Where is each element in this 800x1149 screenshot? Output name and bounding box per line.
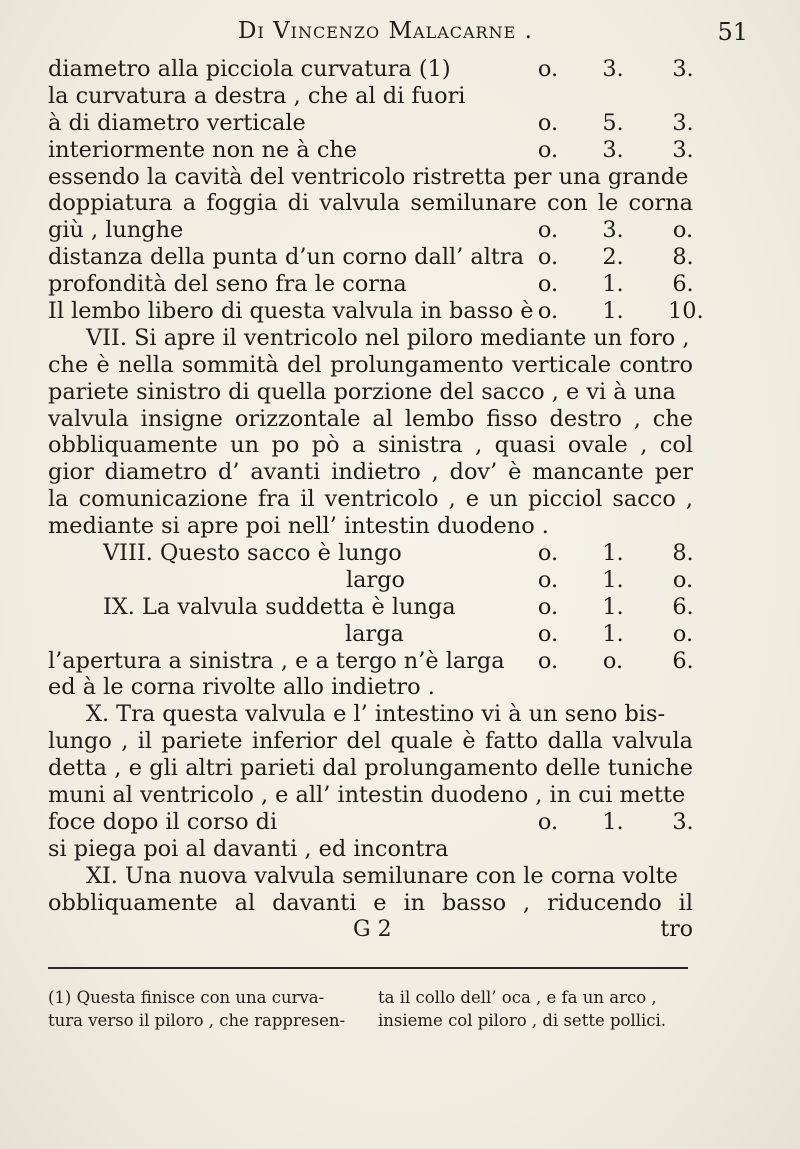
line-text: distanza della punta d’un corno dall’ altra <box>48 244 524 271</box>
measurement-lines: 10. <box>668 298 704 325</box>
measurement-inches: 3. <box>602 136 624 163</box>
text-line <box>48 809 693 836</box>
line-text: giù , lunghe <box>48 217 184 244</box>
measurement-lines: o. <box>672 620 694 647</box>
line-text: la comunicazione fra il ventricolo , e un picciol sacco , <box>48 486 693 513</box>
line-text: à di diametro verticale <box>48 109 306 136</box>
footnote-line: insieme col piloro , di sette pollici. <box>378 1011 667 1030</box>
text-line <box>48 271 693 298</box>
measurement-inches: o. <box>602 647 624 674</box>
text-line <box>48 298 704 325</box>
line-text: interiormente non ne à che <box>48 136 358 163</box>
text-line <box>48 701 693 728</box>
running-title: Di Vincenzo Malacarne . <box>238 18 533 44</box>
line-text: la curvatura a destra , che al di fuori <box>48 82 466 109</box>
line-text: mediante si apre poi nell’ intestin duodeno . <box>48 513 549 540</box>
text-line <box>48 432 693 459</box>
text-line <box>48 674 693 701</box>
measurement-feet: o. <box>537 136 559 163</box>
measurement-inches: 1. <box>602 620 624 647</box>
line-text: VIII. Questo sacco è lungo <box>103 540 402 567</box>
measurement-feet: o. <box>537 647 559 674</box>
line-text: larga <box>345 620 404 647</box>
measurement-inches: 2. <box>602 244 624 271</box>
measurement-inches: 1. <box>602 566 624 593</box>
text-line <box>48 594 693 621</box>
line-text: largo <box>346 566 406 593</box>
page-number: 51 <box>717 18 748 46</box>
text-line <box>48 486 693 513</box>
line-text: VII. Si apre il ventricolo nel piloro mediante un foro , <box>86 324 690 351</box>
line-text: detta , e gli altri parieti dal prolungamento delle tuniche <box>48 755 693 782</box>
line-text: muni al ventricolo , e all’ intestin duodeno , in cui mette <box>48 782 686 809</box>
text-line <box>48 164 693 191</box>
line-text: obbliquamente un po pò a sinistra , quasi ovale , col <box>48 432 693 459</box>
measurement-feet: o. <box>537 56 559 82</box>
line-text: Il lembo libero di questa valvula in basso è <box>48 298 534 325</box>
measurement-lines: o. <box>672 217 694 244</box>
footnote-rule <box>48 967 688 969</box>
text-line <box>48 110 693 137</box>
catchword: tro <box>660 916 693 942</box>
line-text: essendo la cavità del ventricolo ristretta per una grande <box>48 163 689 190</box>
line-text: IX. La valvula suddetta è lunga <box>103 593 456 620</box>
measurement-lines: 6. <box>672 271 694 298</box>
text-line <box>48 621 693 648</box>
measurement-inches: 5. <box>602 109 624 136</box>
measurement-feet: o. <box>537 540 559 567</box>
footnote-line: tura verso il piloro , che rappresen- <box>48 1011 346 1030</box>
text-line <box>48 190 693 217</box>
text-line <box>48 459 693 486</box>
line-text: obbliquamente al davanti e in basso , riducendo il <box>48 889 693 916</box>
line-text: ed à le corna rivolte allo indietro . <box>48 674 435 701</box>
text-line <box>48 56 693 83</box>
text-line <box>48 137 693 164</box>
footnote-column-right <box>378 986 698 1032</box>
measurement-feet: o. <box>537 217 559 244</box>
line-text: XI. Una nuova valvula semilunare con le corna volte <box>86 862 678 889</box>
measurement-feet: o. <box>537 244 559 271</box>
line-text: valvula insigne orizzontale al lembo fisso destro , che <box>48 405 693 432</box>
text-line <box>48 406 693 433</box>
measurement-lines: 3. <box>672 109 694 136</box>
measurement-lines: 6. <box>672 593 694 620</box>
text-line <box>48 244 693 271</box>
measurement-feet: o. <box>537 620 559 647</box>
text-line <box>48 540 693 567</box>
footnote-line: (1) Questa finisce con una curva- <box>48 988 325 1007</box>
line-text: doppiatura a foggia di valvula semilunare con le corna <box>48 190 693 217</box>
text-line <box>48 217 693 244</box>
measurement-inches: 3. <box>602 217 624 244</box>
footnote-line: ta il collo dell’ oca , e fa un arco , <box>378 988 657 1007</box>
text-line <box>48 352 693 379</box>
text-line <box>48 728 693 755</box>
measurement-lines: o. <box>672 566 694 593</box>
line-text: pariete sinistro di quella porzione del sacco , e vi à una <box>48 378 676 405</box>
measurement-lines: 3. <box>672 136 694 163</box>
text-line <box>48 513 693 540</box>
measurement-feet: o. <box>537 593 559 620</box>
text-line <box>48 755 693 782</box>
text-line <box>48 379 693 406</box>
line-text: si piega poi al davanti , ed incontra <box>48 835 449 862</box>
text-line <box>48 325 693 352</box>
measurement-inches: 3. <box>602 56 624 82</box>
measurement-lines: 3. <box>672 808 694 835</box>
text-line <box>48 863 693 890</box>
text-line <box>48 83 693 110</box>
page-header <box>48 18 748 52</box>
text-line <box>48 782 693 809</box>
text-line <box>48 836 693 863</box>
footnote-column-left <box>48 986 353 1032</box>
measurement-feet: o. <box>537 808 559 835</box>
line-text: profondità del seno fra le corna <box>48 271 407 298</box>
line-text: gior diametro d’ avanti indietro , dov’ è mancante per <box>48 459 693 486</box>
line-text: che è nella sommità del prolungamento verticale contro <box>48 351 693 378</box>
measurement-feet: o. <box>537 109 559 136</box>
measurement-feet: o. <box>537 271 559 298</box>
measurement-lines: 8. <box>672 244 694 271</box>
text-line <box>48 890 693 917</box>
measurement-lines: 3. <box>672 56 694 82</box>
line-text: X. Tra questa valvula e l’ intestino vi à un seno bis- <box>86 701 666 728</box>
measurement-inches: 1. <box>602 593 624 620</box>
measurement-inches: 1. <box>602 540 624 567</box>
line-text: lungo , il pariete inferior del quale è fatto dalla valvula <box>48 728 693 755</box>
line-text: diametro alla picciola curvatura (1) <box>48 56 451 82</box>
line-text: l’apertura a sinistra , e a tergo n’è larga <box>48 647 505 674</box>
main-text <box>48 56 704 943</box>
measurement-inches: 1. <box>602 271 624 298</box>
measurement-lines: 6. <box>672 647 694 674</box>
text-line <box>48 567 693 594</box>
signature-mark: G 2 <box>353 916 392 942</box>
text-line <box>48 648 693 675</box>
measurement-lines: 8. <box>672 540 694 567</box>
measurement-inches: 1. <box>602 808 624 835</box>
line-text: foce dopo il corso di <box>48 808 278 835</box>
signature-line <box>48 917 693 944</box>
measurement-inches: 1. <box>602 298 624 325</box>
measurement-feet: o. <box>537 298 559 325</box>
measurement-feet: o. <box>537 566 559 593</box>
